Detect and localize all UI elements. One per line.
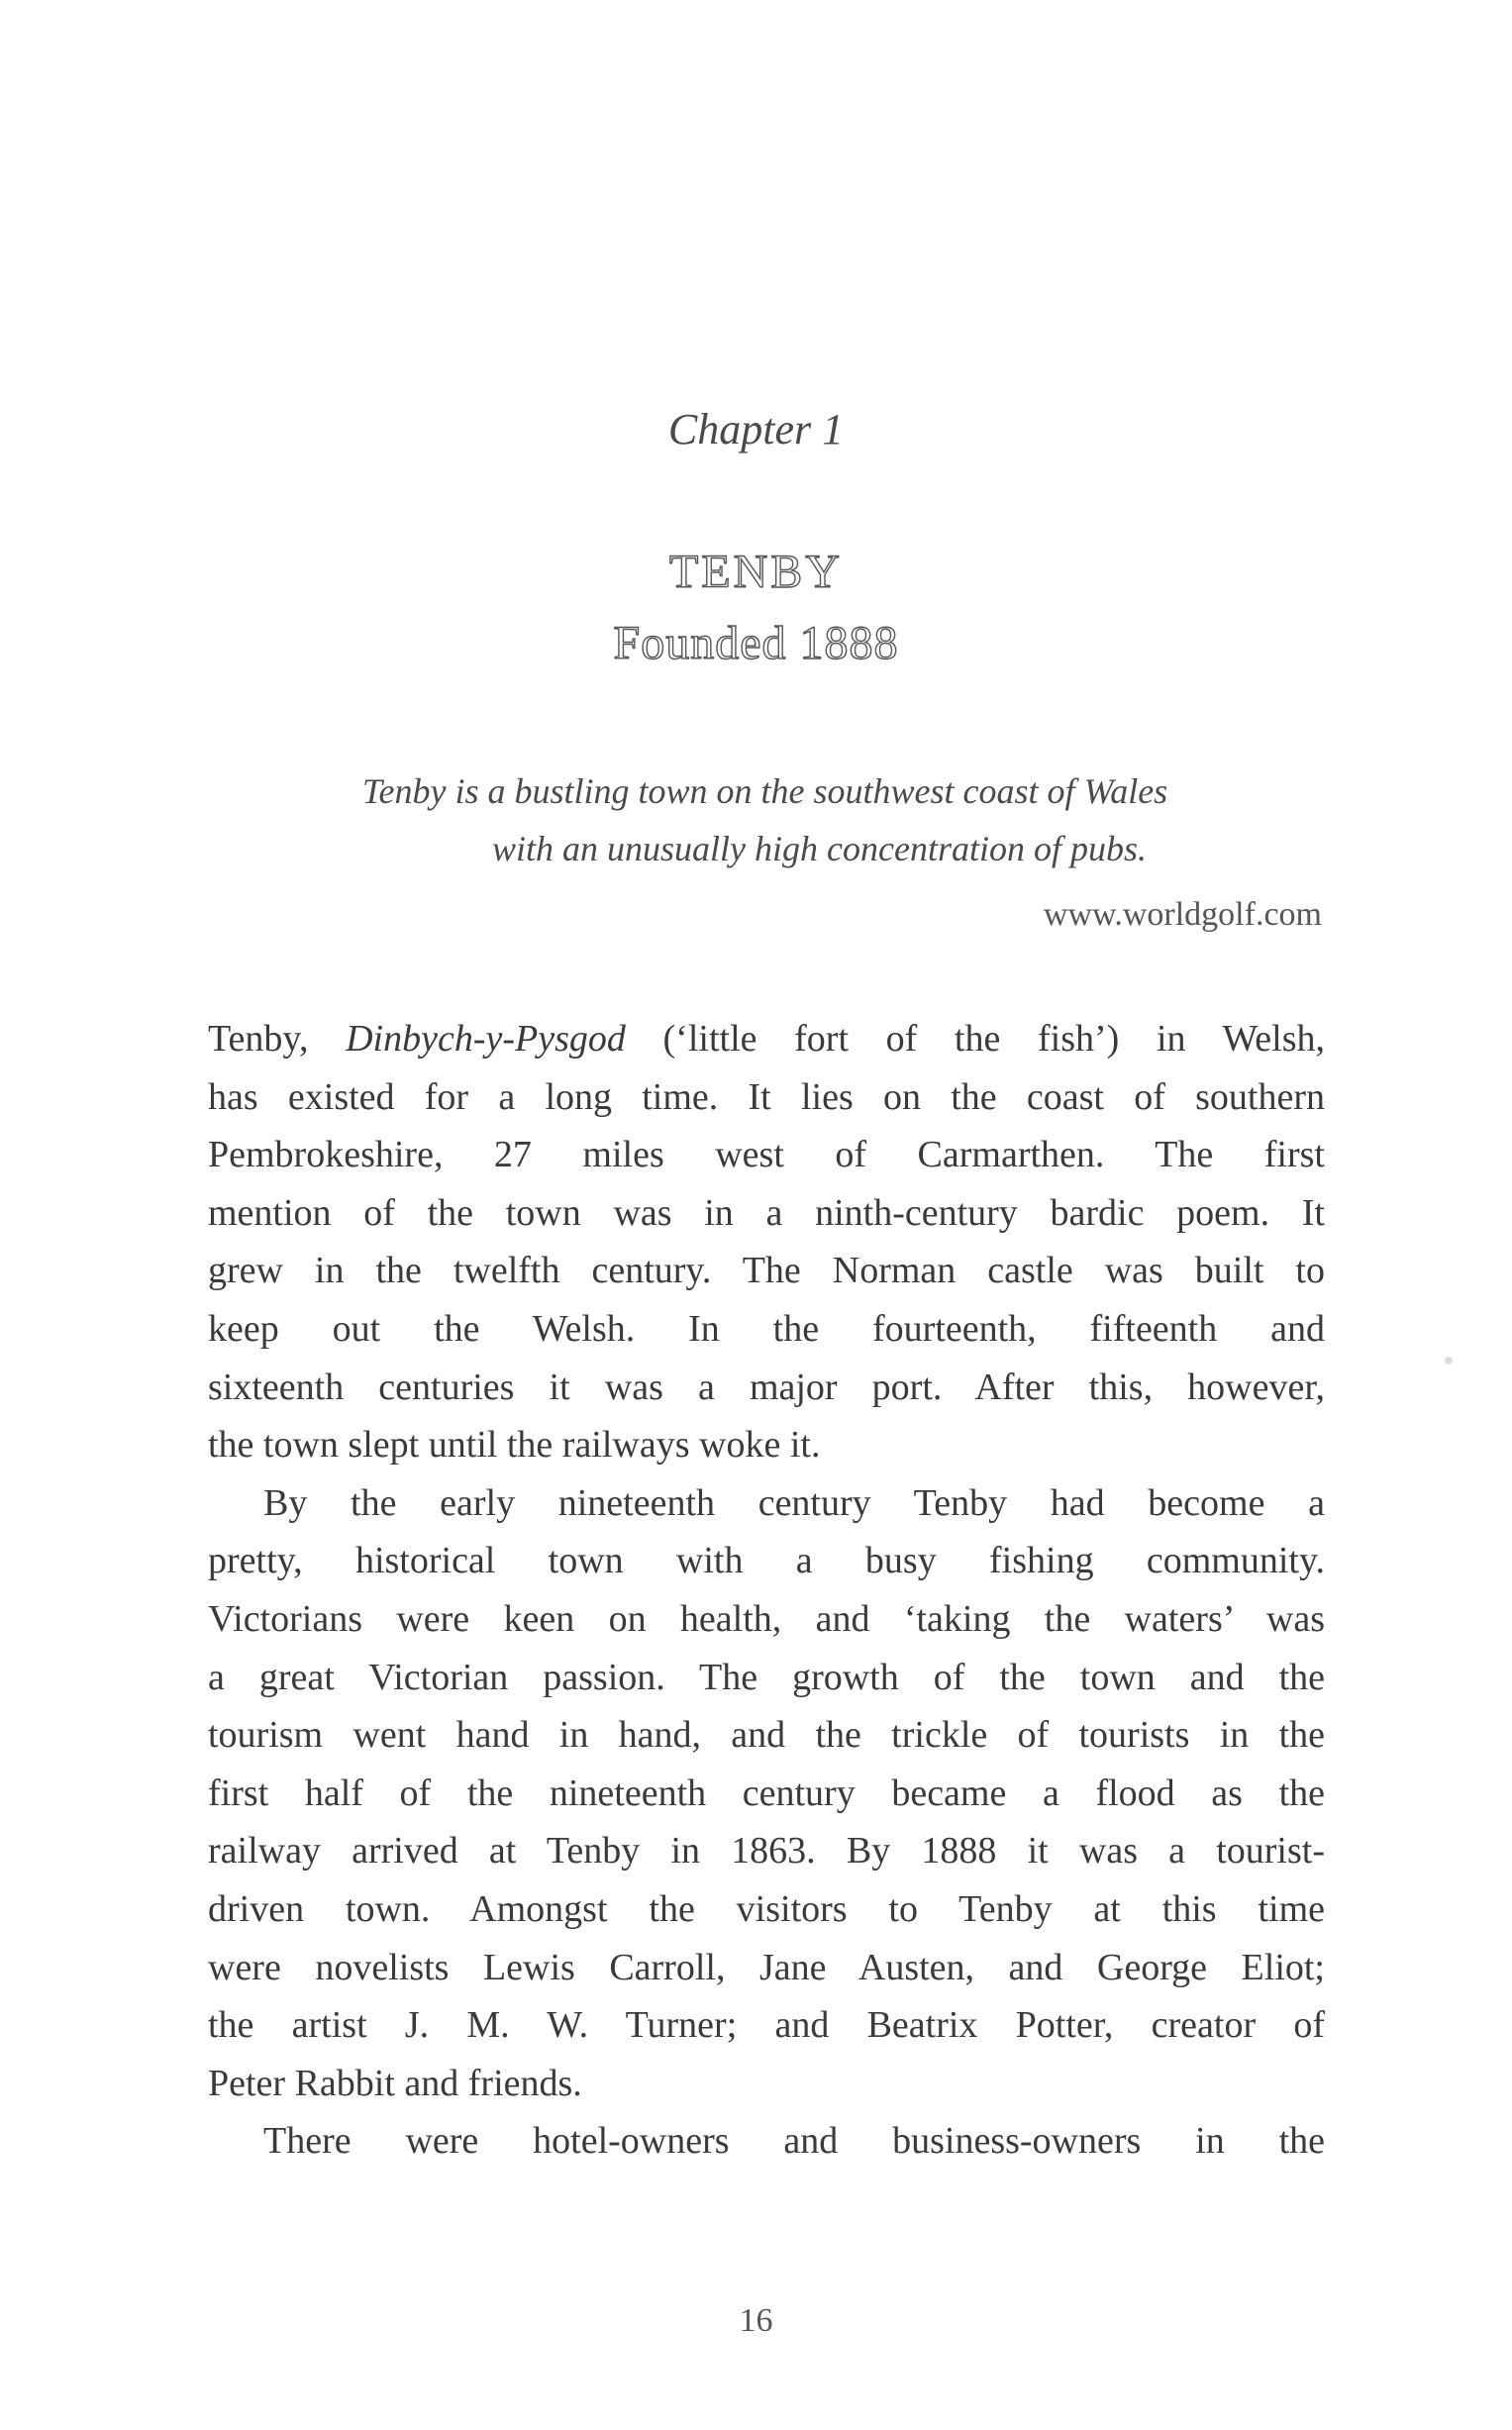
chapter-label: Chapter 1	[667, 405, 845, 454]
paragraph	[208, 1010, 1325, 1474]
text-line: pretty, historical town with a busy fishing community.	[208, 1540, 1325, 1582]
text-line: Peter Rabbit and friends.	[208, 2062, 582, 2104]
text-run: Tenby,	[208, 1018, 347, 1060]
body-text	[208, 1010, 1325, 2171]
epigraph	[208, 762, 1322, 877]
text-line	[208, 1010, 1325, 1068]
text-line: mention of the town was in a ninth-century bardic poem. It	[208, 1191, 1325, 1234]
text-line: Pembrokeshire, 27 miles west of Carmarthen. The first	[208, 1134, 1325, 1176]
text-line: Victorians were keen on health, and ‘taking the waters’ was	[208, 1597, 1325, 1640]
epigraph-line: Tenby is a bustling town on the southwest coast of Wales	[361, 771, 1168, 811]
page-number: 16	[739, 2302, 773, 2339]
text-line: There were hotel-owners and business-owners in the	[263, 2120, 1325, 2163]
paragraph	[208, 1474, 1325, 2113]
text-line: railway arrived at Tenby in 1863. By 1888 it was a tourist-	[208, 1830, 1325, 1873]
text-line: driven town. Amongst the visitors to Tenby at this time	[208, 1887, 1325, 1930]
paragraph	[208, 2112, 1325, 2171]
epigraph-source: www.worldgolf.com	[1043, 896, 1322, 933]
text-line: first half of the nineteenth century became a flood as the	[208, 1772, 1325, 1814]
text-line: were novelists Lewis Carroll, Jane Austen, and George Eliot;	[208, 1946, 1325, 1988]
text-line: tourism went hand in hand, and the trickle of tourists in the	[208, 1714, 1325, 1757]
chapter-subtitle: Founded 1888	[613, 617, 899, 669]
text-line: a great Victorian passion. The growth of the town and the	[208, 1656, 1325, 1698]
epigraph-line: with an unusually high concentration of pubs.	[492, 829, 1147, 868]
scan-speck	[1445, 1357, 1453, 1365]
text-line: keep out the Welsh. In the fourteenth, fifteenth and	[208, 1307, 1325, 1350]
text-line: grew in the twelfth century. The Norman castle was built to	[208, 1250, 1325, 1292]
text-run: (‘little fort of the fish’) in Welsh,	[625, 1018, 1325, 1060]
text-line: sixteenth centuries it was a major port. After this, however,	[208, 1366, 1325, 1408]
text-line: the artist J. M. W. Turner; and Beatrix Potter, creator of	[208, 2004, 1325, 2047]
text-line: the town slept until the railways woke it.	[208, 1424, 821, 1467]
text-line: By the early nineteenth century Tenby had become a	[263, 1481, 1325, 1524]
text-line: has existed for a long time. It lies on the coast of southern	[208, 1075, 1325, 1118]
chapter-title: TENBY	[669, 546, 843, 598]
welsh-name: Dinbych-y-Pysgod	[346, 1018, 626, 1060]
